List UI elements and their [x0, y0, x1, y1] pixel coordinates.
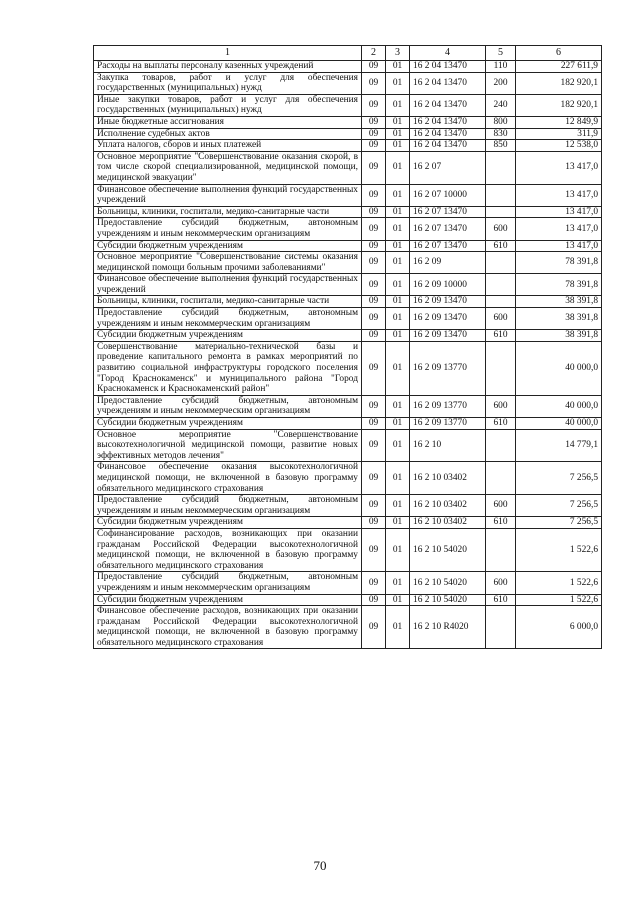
section-cell: 09 — [362, 128, 386, 140]
expense-name-cell: Предоставление субсидий бюджетным, автономным учреждениям и иным некоммерческим организациям — [94, 395, 362, 417]
section-cell: 09 — [362, 462, 386, 495]
expense-type-cell — [486, 206, 516, 218]
target-article-cell: 16 2 09 13470 — [410, 308, 486, 330]
target-article-cell: 16 2 10 R4020 — [410, 606, 486, 649]
target-article-cell: 16 2 10 03402 — [410, 462, 486, 495]
budget-table — [93, 45, 602, 649]
target-article-cell: 16 2 04 13470 — [410, 140, 486, 152]
expense-type-cell — [486, 528, 516, 571]
subsection-cell: 01 — [386, 308, 410, 330]
table-header-row — [94, 46, 602, 61]
section-cell: 09 — [362, 395, 386, 417]
subsection-cell: 01 — [386, 517, 410, 529]
header-cell: 2 — [362, 46, 386, 61]
amount-cell: 13 417,0 — [516, 240, 602, 252]
subsection-cell: 01 — [386, 94, 410, 116]
expense-name-cell: Совершенствование материально-технической базы и проведение капитального ремонта в рамках мероприятий по развитию социальной инфраструктуры городского поселения "Город Краснокаменск" и муниципального района "Город Краснокаменск и Краснокаменский район" — [94, 341, 362, 395]
page-number: 70 — [313, 858, 327, 873]
subsection-cell: 01 — [386, 184, 410, 206]
subsection-cell: 01 — [386, 252, 410, 274]
expense-name-cell: Исполнение судебных актов — [94, 128, 362, 140]
expense-type-cell: 600 — [486, 308, 516, 330]
subsection-cell: 01 — [386, 572, 410, 594]
target-article-cell: 16 2 04 13470 — [410, 128, 486, 140]
expense-name-cell: Уплата налогов, сборов и иных платежей — [94, 140, 362, 152]
expense-type-cell: 610 — [486, 330, 516, 342]
subsection-cell: 01 — [386, 395, 410, 417]
section-cell: 09 — [362, 94, 386, 116]
table-row — [94, 128, 602, 140]
section-cell: 09 — [362, 528, 386, 571]
amount-cell: 311,9 — [516, 128, 602, 140]
expense-type-cell — [486, 184, 516, 206]
target-article-cell: 16 2 09 10000 — [410, 274, 486, 296]
expense-type-cell: 800 — [486, 116, 516, 128]
subsection-cell: 01 — [386, 218, 410, 240]
target-article-cell: 16 2 09 13470 — [410, 330, 486, 342]
section-cell: 09 — [362, 429, 386, 462]
subsection-cell: 01 — [386, 151, 410, 184]
subsection-cell: 01 — [386, 128, 410, 140]
section-cell: 09 — [362, 61, 386, 73]
expense-name-cell: Предоставление субсидий бюджетным, автономным учреждениям и иным некоммерческим организациям — [94, 572, 362, 594]
section-cell: 09 — [362, 594, 386, 606]
expense-name-cell: Закупка товаров, работ и услуг для обеспечения государственных (муниципальных) нужд — [94, 72, 362, 94]
expense-type-cell: 600 — [486, 218, 516, 240]
amount-cell: 38 391,8 — [516, 308, 602, 330]
target-article-cell: 16 2 09 13470 — [410, 296, 486, 308]
target-article-cell: 16 2 09 13770 — [410, 418, 486, 430]
expense-type-cell — [486, 462, 516, 495]
expense-name-cell: Финансовое обеспечение выполнения функций государственных учреждений — [94, 184, 362, 206]
amount-cell: 40 000,0 — [516, 395, 602, 417]
amount-cell: 7 256,5 — [516, 462, 602, 495]
expense-type-cell: 600 — [486, 395, 516, 417]
section-cell: 09 — [362, 341, 386, 395]
subsection-cell: 01 — [386, 495, 410, 517]
subsection-cell: 01 — [386, 418, 410, 430]
expense-name-cell: Основное мероприятие "Совершенствование системы оказания медицинской помощи больным прочими заболеваниями" — [94, 252, 362, 274]
expense-name-cell: Расходы на выплаты персоналу казенных учреждений — [94, 61, 362, 73]
target-article-cell: 16 2 07 13470 — [410, 218, 486, 240]
subsection-cell: 01 — [386, 341, 410, 395]
target-article-cell: 16 2 04 13470 — [410, 72, 486, 94]
amount-cell: 227 611,9 — [516, 61, 602, 73]
subsection-cell: 01 — [386, 140, 410, 152]
table-row — [94, 218, 602, 240]
section-cell: 09 — [362, 184, 386, 206]
target-article-cell: 16 2 04 13470 — [410, 94, 486, 116]
table-row — [94, 418, 602, 430]
subsection-cell: 01 — [386, 594, 410, 606]
amount-cell: 7 256,5 — [516, 495, 602, 517]
table-row — [94, 151, 602, 184]
target-article-cell: 16 2 10 54020 — [410, 528, 486, 571]
expense-name-cell: Субсидии бюджетным учреждениям — [94, 330, 362, 342]
amount-cell: 40 000,0 — [516, 418, 602, 430]
target-article-cell: 16 2 04 13470 — [410, 61, 486, 73]
section-cell: 09 — [362, 495, 386, 517]
expense-name-cell: Субсидии бюджетным учреждениям — [94, 240, 362, 252]
expense-type-cell: 600 — [486, 495, 516, 517]
table-row — [94, 116, 602, 128]
section-cell: 09 — [362, 517, 386, 529]
amount-cell: 12 849,9 — [516, 116, 602, 128]
section-cell: 09 — [362, 606, 386, 649]
table-row — [94, 341, 602, 395]
header-cell: 1 — [94, 46, 362, 61]
expense-name-cell: Основное мероприятие "Совершенствование оказания скорой, в том числе скорой специализированной, медицинской помощи, медицинской эвакуации" — [94, 151, 362, 184]
table-row — [94, 252, 602, 274]
amount-cell: 182 920,1 — [516, 72, 602, 94]
table-row — [94, 517, 602, 529]
target-article-cell: 16 2 09 — [410, 252, 486, 274]
table-row — [94, 240, 602, 252]
table-row — [94, 140, 602, 152]
section-cell: 09 — [362, 140, 386, 152]
target-article-cell: 16 2 10 54020 — [410, 594, 486, 606]
expense-name-cell: Предоставление субсидий бюджетным, автономным учреждениям и иным некоммерческим организациям — [94, 495, 362, 517]
amount-cell: 1 522,6 — [516, 528, 602, 571]
amount-cell: 13 417,0 — [516, 184, 602, 206]
table-row — [94, 330, 602, 342]
subsection-cell: 01 — [386, 274, 410, 296]
table-row — [94, 594, 602, 606]
table-row — [94, 462, 602, 495]
section-cell: 09 — [362, 308, 386, 330]
expense-name-cell: Иные бюджетные ассигнования — [94, 116, 362, 128]
section-cell: 09 — [362, 218, 386, 240]
expense-type-cell: 610 — [486, 418, 516, 430]
header-cell: 6 — [516, 46, 602, 61]
expense-name-cell: Субсидии бюджетным учреждениям — [94, 594, 362, 606]
subsection-cell: 01 — [386, 61, 410, 73]
target-article-cell: 16 2 10 03402 — [410, 495, 486, 517]
expense-type-cell — [486, 274, 516, 296]
section-cell: 09 — [362, 296, 386, 308]
table-row — [94, 72, 602, 94]
expense-type-cell — [486, 151, 516, 184]
amount-cell: 6 000,0 — [516, 606, 602, 649]
expense-name-cell: Финансовое обеспечение выполнения функций государственных учреждений — [94, 274, 362, 296]
amount-cell: 7 256,5 — [516, 517, 602, 529]
section-cell: 09 — [362, 252, 386, 274]
table-row — [94, 495, 602, 517]
expense-name-cell: Основное мероприятие "Совершенствование высокотехнологичной медицинской помощи, развитие новых эффективных методов лечения" — [94, 429, 362, 462]
section-cell: 09 — [362, 116, 386, 128]
expense-type-cell: 600 — [486, 572, 516, 594]
amount-cell: 13 417,0 — [516, 218, 602, 240]
header-cell: 5 — [486, 46, 516, 61]
expense-type-cell: 240 — [486, 94, 516, 116]
target-article-cell: 16 2 04 13470 — [410, 116, 486, 128]
amount-cell: 40 000,0 — [516, 341, 602, 395]
amount-cell: 78 391,8 — [516, 274, 602, 296]
header-cell: 3 — [386, 46, 410, 61]
target-article-cell: 16 2 10 54020 — [410, 572, 486, 594]
subsection-cell: 01 — [386, 330, 410, 342]
table-row — [94, 296, 602, 308]
amount-cell: 38 391,8 — [516, 296, 602, 308]
target-article-cell: 16 2 10 03402 — [410, 517, 486, 529]
subsection-cell: 01 — [386, 429, 410, 462]
expense-type-cell: 200 — [486, 72, 516, 94]
amount-cell: 182 920,1 — [516, 94, 602, 116]
expense-name-cell: Субсидии бюджетным учреждениям — [94, 418, 362, 430]
amount-cell: 13 417,0 — [516, 206, 602, 218]
target-article-cell: 16 2 10 — [410, 429, 486, 462]
subsection-cell: 01 — [386, 206, 410, 218]
expense-type-cell — [486, 429, 516, 462]
expense-type-cell — [486, 296, 516, 308]
target-article-cell: 16 2 07 13470 — [410, 206, 486, 218]
target-article-cell: 16 2 07 10000 — [410, 184, 486, 206]
target-article-cell: 16 2 07 13470 — [410, 240, 486, 252]
expense-name-cell: Больницы, клиники, госпитали, медико-санитарные части — [94, 206, 362, 218]
expense-type-cell: 110 — [486, 61, 516, 73]
subsection-cell: 01 — [386, 116, 410, 128]
subsection-cell: 01 — [386, 528, 410, 571]
subsection-cell: 01 — [386, 462, 410, 495]
expense-name-cell: Субсидии бюджетным учреждениям — [94, 517, 362, 529]
amount-cell: 12 538,0 — [516, 140, 602, 152]
table-row — [94, 184, 602, 206]
table-row — [94, 61, 602, 73]
amount-cell: 38 391,8 — [516, 330, 602, 342]
table-body — [94, 61, 602, 649]
target-article-cell: 16 2 07 — [410, 151, 486, 184]
subsection-cell: 01 — [386, 606, 410, 649]
table-row — [94, 528, 602, 571]
table-row — [94, 606, 602, 649]
expense-type-cell — [486, 252, 516, 274]
table-row — [94, 94, 602, 116]
expense-type-cell: 610 — [486, 240, 516, 252]
section-cell: 09 — [362, 274, 386, 296]
table-row — [94, 429, 602, 462]
section-cell: 09 — [362, 206, 386, 218]
amount-cell: 1 522,6 — [516, 572, 602, 594]
amount-cell: 78 391,8 — [516, 252, 602, 274]
expense-name-cell: Финансовое обеспечение оказания высокотехнологичной медицинской помощи, не включенной в базовую программу обязательного медицинского страхования — [94, 462, 362, 495]
amount-cell: 13 417,0 — [516, 151, 602, 184]
expense-type-cell — [486, 341, 516, 395]
section-cell: 09 — [362, 572, 386, 594]
table-row — [94, 206, 602, 218]
expense-type-cell: 610 — [486, 594, 516, 606]
target-article-cell: 16 2 09 13770 — [410, 341, 486, 395]
expense-type-cell: 830 — [486, 128, 516, 140]
amount-cell: 1 522,6 — [516, 594, 602, 606]
expense-name-cell: Софинансирование расходов, возникающих при оказании гражданам Российской Федерации высокотехнологичной медицинской помощи, не включенной в базовую программу обязательного медицинского страхования — [94, 528, 362, 571]
subsection-cell: 01 — [386, 72, 410, 94]
table-row — [94, 572, 602, 594]
table-row — [94, 308, 602, 330]
expense-name-cell: Предоставление субсидий бюджетным, автономным учреждениям и иным некоммерческим организациям — [94, 308, 362, 330]
table-row — [94, 274, 602, 296]
expense-name-cell: Финансовое обеспечение расходов, возникающих при оказании гражданам Российской Федерации высокотехнологичной медицинской помощи, не включенной в базовую программу обязательного медицинского страхования — [94, 606, 362, 649]
header-cell: 4 — [410, 46, 486, 61]
expense-name-cell: Предоставление субсидий бюджетным, автономным учреждениям и иным некоммерческим организациям — [94, 218, 362, 240]
target-article-cell: 16 2 09 13770 — [410, 395, 486, 417]
amount-cell: 14 779,1 — [516, 429, 602, 462]
section-cell: 09 — [362, 418, 386, 430]
section-cell: 09 — [362, 240, 386, 252]
expense-name-cell: Иные закупки товаров, работ и услуг для обеспечения государственных (муниципальных) нужд — [94, 94, 362, 116]
expense-type-cell — [486, 606, 516, 649]
section-cell: 09 — [362, 151, 386, 184]
expense-type-cell: 850 — [486, 140, 516, 152]
section-cell: 09 — [362, 330, 386, 342]
section-cell: 09 — [362, 72, 386, 94]
table-row — [94, 395, 602, 417]
subsection-cell: 01 — [386, 240, 410, 252]
subsection-cell: 01 — [386, 296, 410, 308]
expense-name-cell: Больницы, клиники, госпитали, медико-санитарные части — [94, 296, 362, 308]
expense-type-cell: 610 — [486, 517, 516, 529]
